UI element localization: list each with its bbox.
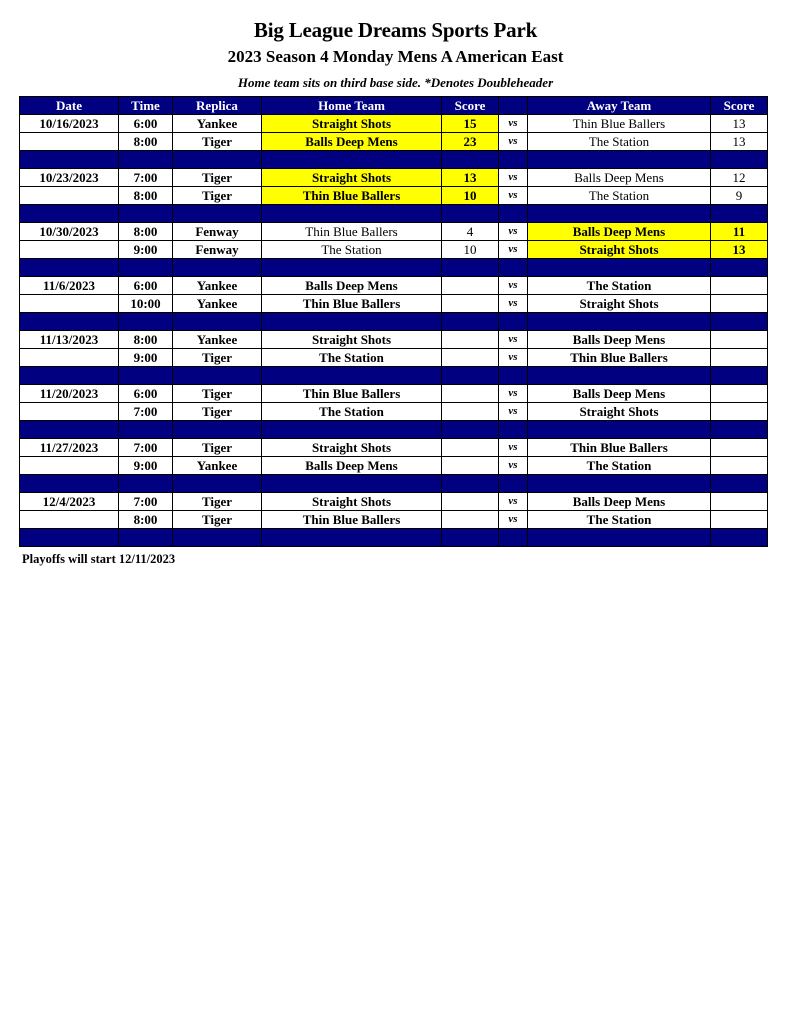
home-team: Balls Deep Mens: [262, 457, 442, 475]
separator-cell: [442, 151, 499, 169]
vs-label: vs: [499, 493, 528, 511]
week-separator-row: [20, 205, 768, 223]
game-replica: Yankee: [173, 277, 262, 295]
home-team: The Station: [262, 349, 442, 367]
home-team: Balls Deep Mens: [262, 133, 442, 151]
game-time: 7:00: [119, 403, 173, 421]
home-score: 4: [442, 223, 499, 241]
separator-cell: [711, 529, 768, 547]
game-replica: Tiger: [173, 493, 262, 511]
separator-cell: [173, 205, 262, 223]
home-team: Thin Blue Ballers: [262, 385, 442, 403]
week-separator-row: [20, 475, 768, 493]
separator-cell: [442, 367, 499, 385]
game-time: 8:00: [119, 331, 173, 349]
home-score: 23: [442, 133, 499, 151]
home-team: The Station: [262, 241, 442, 259]
separator-cell: [528, 367, 711, 385]
separator-cell: [173, 151, 262, 169]
game-time: 9:00: [119, 241, 173, 259]
game-replica: Fenway: [173, 223, 262, 241]
home-team: Straight Shots: [262, 493, 442, 511]
home-team: Thin Blue Ballers: [262, 295, 442, 313]
col-away-team: Away Team: [528, 97, 711, 115]
separator-cell: [20, 151, 119, 169]
vs-label: vs: [499, 223, 528, 241]
separator-cell: [119, 475, 173, 493]
away-score: [711, 349, 768, 367]
away-score: [711, 439, 768, 457]
separator-cell: [499, 151, 528, 169]
game-date: 11/27/2023: [20, 439, 119, 457]
separator-cell: [711, 205, 768, 223]
game-replica: Tiger: [173, 187, 262, 205]
vs-label: vs: [499, 169, 528, 187]
week-separator-row: [20, 367, 768, 385]
col-home-score: Score: [442, 97, 499, 115]
separator-cell: [711, 313, 768, 331]
game-date: 12/4/2023: [20, 493, 119, 511]
table-row: [20, 187, 768, 205]
game-time: 10:00: [119, 295, 173, 313]
game-replica: Tiger: [173, 385, 262, 403]
game-replica: Tiger: [173, 511, 262, 529]
separator-cell: [442, 475, 499, 493]
game-date: [20, 457, 119, 475]
game-time: 8:00: [119, 187, 173, 205]
week-separator-row: [20, 259, 768, 277]
separator-cell: [20, 205, 119, 223]
game-date: [20, 295, 119, 313]
separator-cell: [20, 367, 119, 385]
game-replica: Tiger: [173, 349, 262, 367]
game-replica: Tiger: [173, 439, 262, 457]
week-separator-row: [20, 529, 768, 547]
separator-cell: [173, 529, 262, 547]
separator-cell: [499, 259, 528, 277]
week-separator-row: [20, 421, 768, 439]
away-score: 11: [711, 223, 768, 241]
separator-cell: [528, 205, 711, 223]
away-score: [711, 331, 768, 349]
game-date: 10/30/2023: [20, 223, 119, 241]
game-replica: Yankee: [173, 115, 262, 133]
separator-cell: [499, 475, 528, 493]
separator-cell: [262, 205, 442, 223]
vs-label: vs: [499, 331, 528, 349]
col-time: Time: [119, 97, 173, 115]
separator-cell: [711, 151, 768, 169]
separator-cell: [499, 313, 528, 331]
home-score: 13: [442, 169, 499, 187]
separator-cell: [528, 313, 711, 331]
separator-cell: [442, 313, 499, 331]
game-date: [20, 349, 119, 367]
col-date: Date: [20, 97, 119, 115]
away-team: Straight Shots: [528, 241, 711, 259]
home-score: [442, 385, 499, 403]
game-replica: Tiger: [173, 169, 262, 187]
separator-cell: [173, 367, 262, 385]
table-row: [20, 349, 768, 367]
away-score: [711, 403, 768, 421]
vs-label: vs: [499, 439, 528, 457]
vs-label: vs: [499, 133, 528, 151]
away-team: Straight Shots: [528, 403, 711, 421]
away-team: The Station: [528, 187, 711, 205]
vs-label: vs: [499, 385, 528, 403]
home-score: [442, 457, 499, 475]
vs-label: vs: [499, 115, 528, 133]
away-score: [711, 277, 768, 295]
separator-cell: [119, 529, 173, 547]
col-away-score: Score: [711, 97, 768, 115]
col-replica: Replica: [173, 97, 262, 115]
table-row: [20, 223, 768, 241]
separator-cell: [262, 367, 442, 385]
separator-cell: [119, 313, 173, 331]
away-team: Thin Blue Ballers: [528, 349, 711, 367]
away-team: Straight Shots: [528, 295, 711, 313]
separator-cell: [528, 259, 711, 277]
separator-cell: [711, 259, 768, 277]
home-team: Straight Shots: [262, 331, 442, 349]
separator-cell: [173, 313, 262, 331]
game-time: 6:00: [119, 385, 173, 403]
game-date: [20, 133, 119, 151]
game-replica: Yankee: [173, 331, 262, 349]
away-score: 13: [711, 241, 768, 259]
table-row: [20, 457, 768, 475]
game-time: 8:00: [119, 223, 173, 241]
home-score: 10: [442, 187, 499, 205]
vs-label: vs: [499, 241, 528, 259]
game-time: 8:00: [119, 511, 173, 529]
game-replica: Yankee: [173, 457, 262, 475]
page-title: Big League Dreams Sports Park: [253, 18, 538, 42]
away-team: The Station: [528, 457, 711, 475]
separator-cell: [499, 421, 528, 439]
table-row: [20, 169, 768, 187]
home-score: [442, 511, 499, 529]
home-team: Balls Deep Mens: [262, 277, 442, 295]
home-team: Straight Shots: [262, 169, 442, 187]
separator-cell: [442, 259, 499, 277]
separator-cell: [711, 367, 768, 385]
separator-cell: [528, 529, 711, 547]
away-team: The Station: [528, 511, 711, 529]
home-team: Thin Blue Ballers: [262, 223, 442, 241]
vs-label: vs: [499, 403, 528, 421]
separator-cell: [711, 475, 768, 493]
vs-label: vs: [499, 277, 528, 295]
away-team: Balls Deep Mens: [528, 493, 711, 511]
vs-label: vs: [499, 349, 528, 367]
separator-cell: [499, 367, 528, 385]
game-replica: Tiger: [173, 403, 262, 421]
schedule-note: Home team sits on third base side. *Denotes Doubleheader: [237, 75, 554, 90]
home-score: [442, 403, 499, 421]
game-time: 8:00: [119, 133, 173, 151]
week-separator-row: [20, 313, 768, 331]
separator-cell: [20, 259, 119, 277]
separator-cell: [442, 529, 499, 547]
away-score: [711, 295, 768, 313]
separator-cell: [119, 259, 173, 277]
table-row: [20, 295, 768, 313]
home-score: [442, 349, 499, 367]
separator-cell: [262, 259, 442, 277]
league-subtitle: 2023 Season 4 Monday Mens A American East: [227, 47, 564, 66]
away-team: Balls Deep Mens: [528, 223, 711, 241]
game-time: 7:00: [119, 493, 173, 511]
separator-cell: [173, 421, 262, 439]
playoffs-note: Playoffs will start 12/11/2023: [22, 552, 176, 566]
separator-cell: [20, 421, 119, 439]
away-team: The Station: [528, 133, 711, 151]
away-team: Balls Deep Mens: [528, 169, 711, 187]
table-row: [20, 493, 768, 511]
away-score: [711, 457, 768, 475]
separator-cell: [119, 421, 173, 439]
away-team: Thin Blue Ballers: [528, 439, 711, 457]
home-team: The Station: [262, 403, 442, 421]
separator-cell: [499, 205, 528, 223]
game-time: 7:00: [119, 439, 173, 457]
table-row: [20, 511, 768, 529]
home-team: Thin Blue Ballers: [262, 511, 442, 529]
separator-cell: [262, 529, 442, 547]
separator-cell: [262, 313, 442, 331]
away-score: 9: [711, 187, 768, 205]
separator-cell: [119, 367, 173, 385]
game-date: 10/16/2023: [20, 115, 119, 133]
separator-cell: [262, 151, 442, 169]
separator-cell: [442, 205, 499, 223]
home-score: [442, 277, 499, 295]
game-replica: Tiger: [173, 133, 262, 151]
home-score: [442, 295, 499, 313]
game-date: [20, 241, 119, 259]
home-score: [442, 493, 499, 511]
away-score: 13: [711, 133, 768, 151]
separator-cell: [20, 313, 119, 331]
table-row: [20, 133, 768, 151]
week-separator-row: [20, 151, 768, 169]
away-team: The Station: [528, 277, 711, 295]
home-team: Straight Shots: [262, 115, 442, 133]
col-vs: [499, 97, 528, 115]
game-time: 6:00: [119, 277, 173, 295]
away-score: [711, 511, 768, 529]
col-home-team: Home Team: [262, 97, 442, 115]
away-score: [711, 385, 768, 403]
separator-cell: [262, 421, 442, 439]
separator-cell: [528, 151, 711, 169]
game-time: 9:00: [119, 349, 173, 367]
game-date: 11/13/2023: [20, 331, 119, 349]
home-team: Straight Shots: [262, 439, 442, 457]
table-row: [20, 403, 768, 421]
game-time: 9:00: [119, 457, 173, 475]
table-row: [20, 331, 768, 349]
separator-cell: [20, 475, 119, 493]
home-score: [442, 331, 499, 349]
separator-cell: [119, 151, 173, 169]
schedule-table: [19, 96, 768, 547]
game-date: [20, 187, 119, 205]
away-team: Balls Deep Mens: [528, 331, 711, 349]
game-date: 10/23/2023: [20, 169, 119, 187]
vs-label: vs: [499, 457, 528, 475]
game-time: 7:00: [119, 169, 173, 187]
separator-cell: [499, 529, 528, 547]
table-header-row: [20, 97, 768, 115]
separator-cell: [119, 205, 173, 223]
table-row: [20, 385, 768, 403]
table-row: [20, 439, 768, 457]
game-date: [20, 511, 119, 529]
separator-cell: [173, 475, 262, 493]
table-row: [20, 241, 768, 259]
separator-cell: [20, 529, 119, 547]
game-date: 11/6/2023: [20, 277, 119, 295]
away-score: [711, 493, 768, 511]
separator-cell: [528, 475, 711, 493]
vs-label: vs: [499, 187, 528, 205]
game-replica: Fenway: [173, 241, 262, 259]
game-replica: Yankee: [173, 295, 262, 313]
home-team: Thin Blue Ballers: [262, 187, 442, 205]
vs-label: vs: [499, 511, 528, 529]
game-date: 11/20/2023: [20, 385, 119, 403]
vs-label: vs: [499, 295, 528, 313]
separator-cell: [173, 259, 262, 277]
away-score: 13: [711, 115, 768, 133]
game-date: [20, 403, 119, 421]
away-score: 12: [711, 169, 768, 187]
game-time: 6:00: [119, 115, 173, 133]
away-team: Thin Blue Ballers: [528, 115, 711, 133]
home-score: [442, 439, 499, 457]
away-team: Balls Deep Mens: [528, 385, 711, 403]
separator-cell: [711, 421, 768, 439]
table-row: [20, 277, 768, 295]
table-row: [20, 115, 768, 133]
separator-cell: [442, 421, 499, 439]
separator-cell: [262, 475, 442, 493]
home-score: 10: [442, 241, 499, 259]
home-score: 15: [442, 115, 499, 133]
separator-cell: [528, 421, 711, 439]
